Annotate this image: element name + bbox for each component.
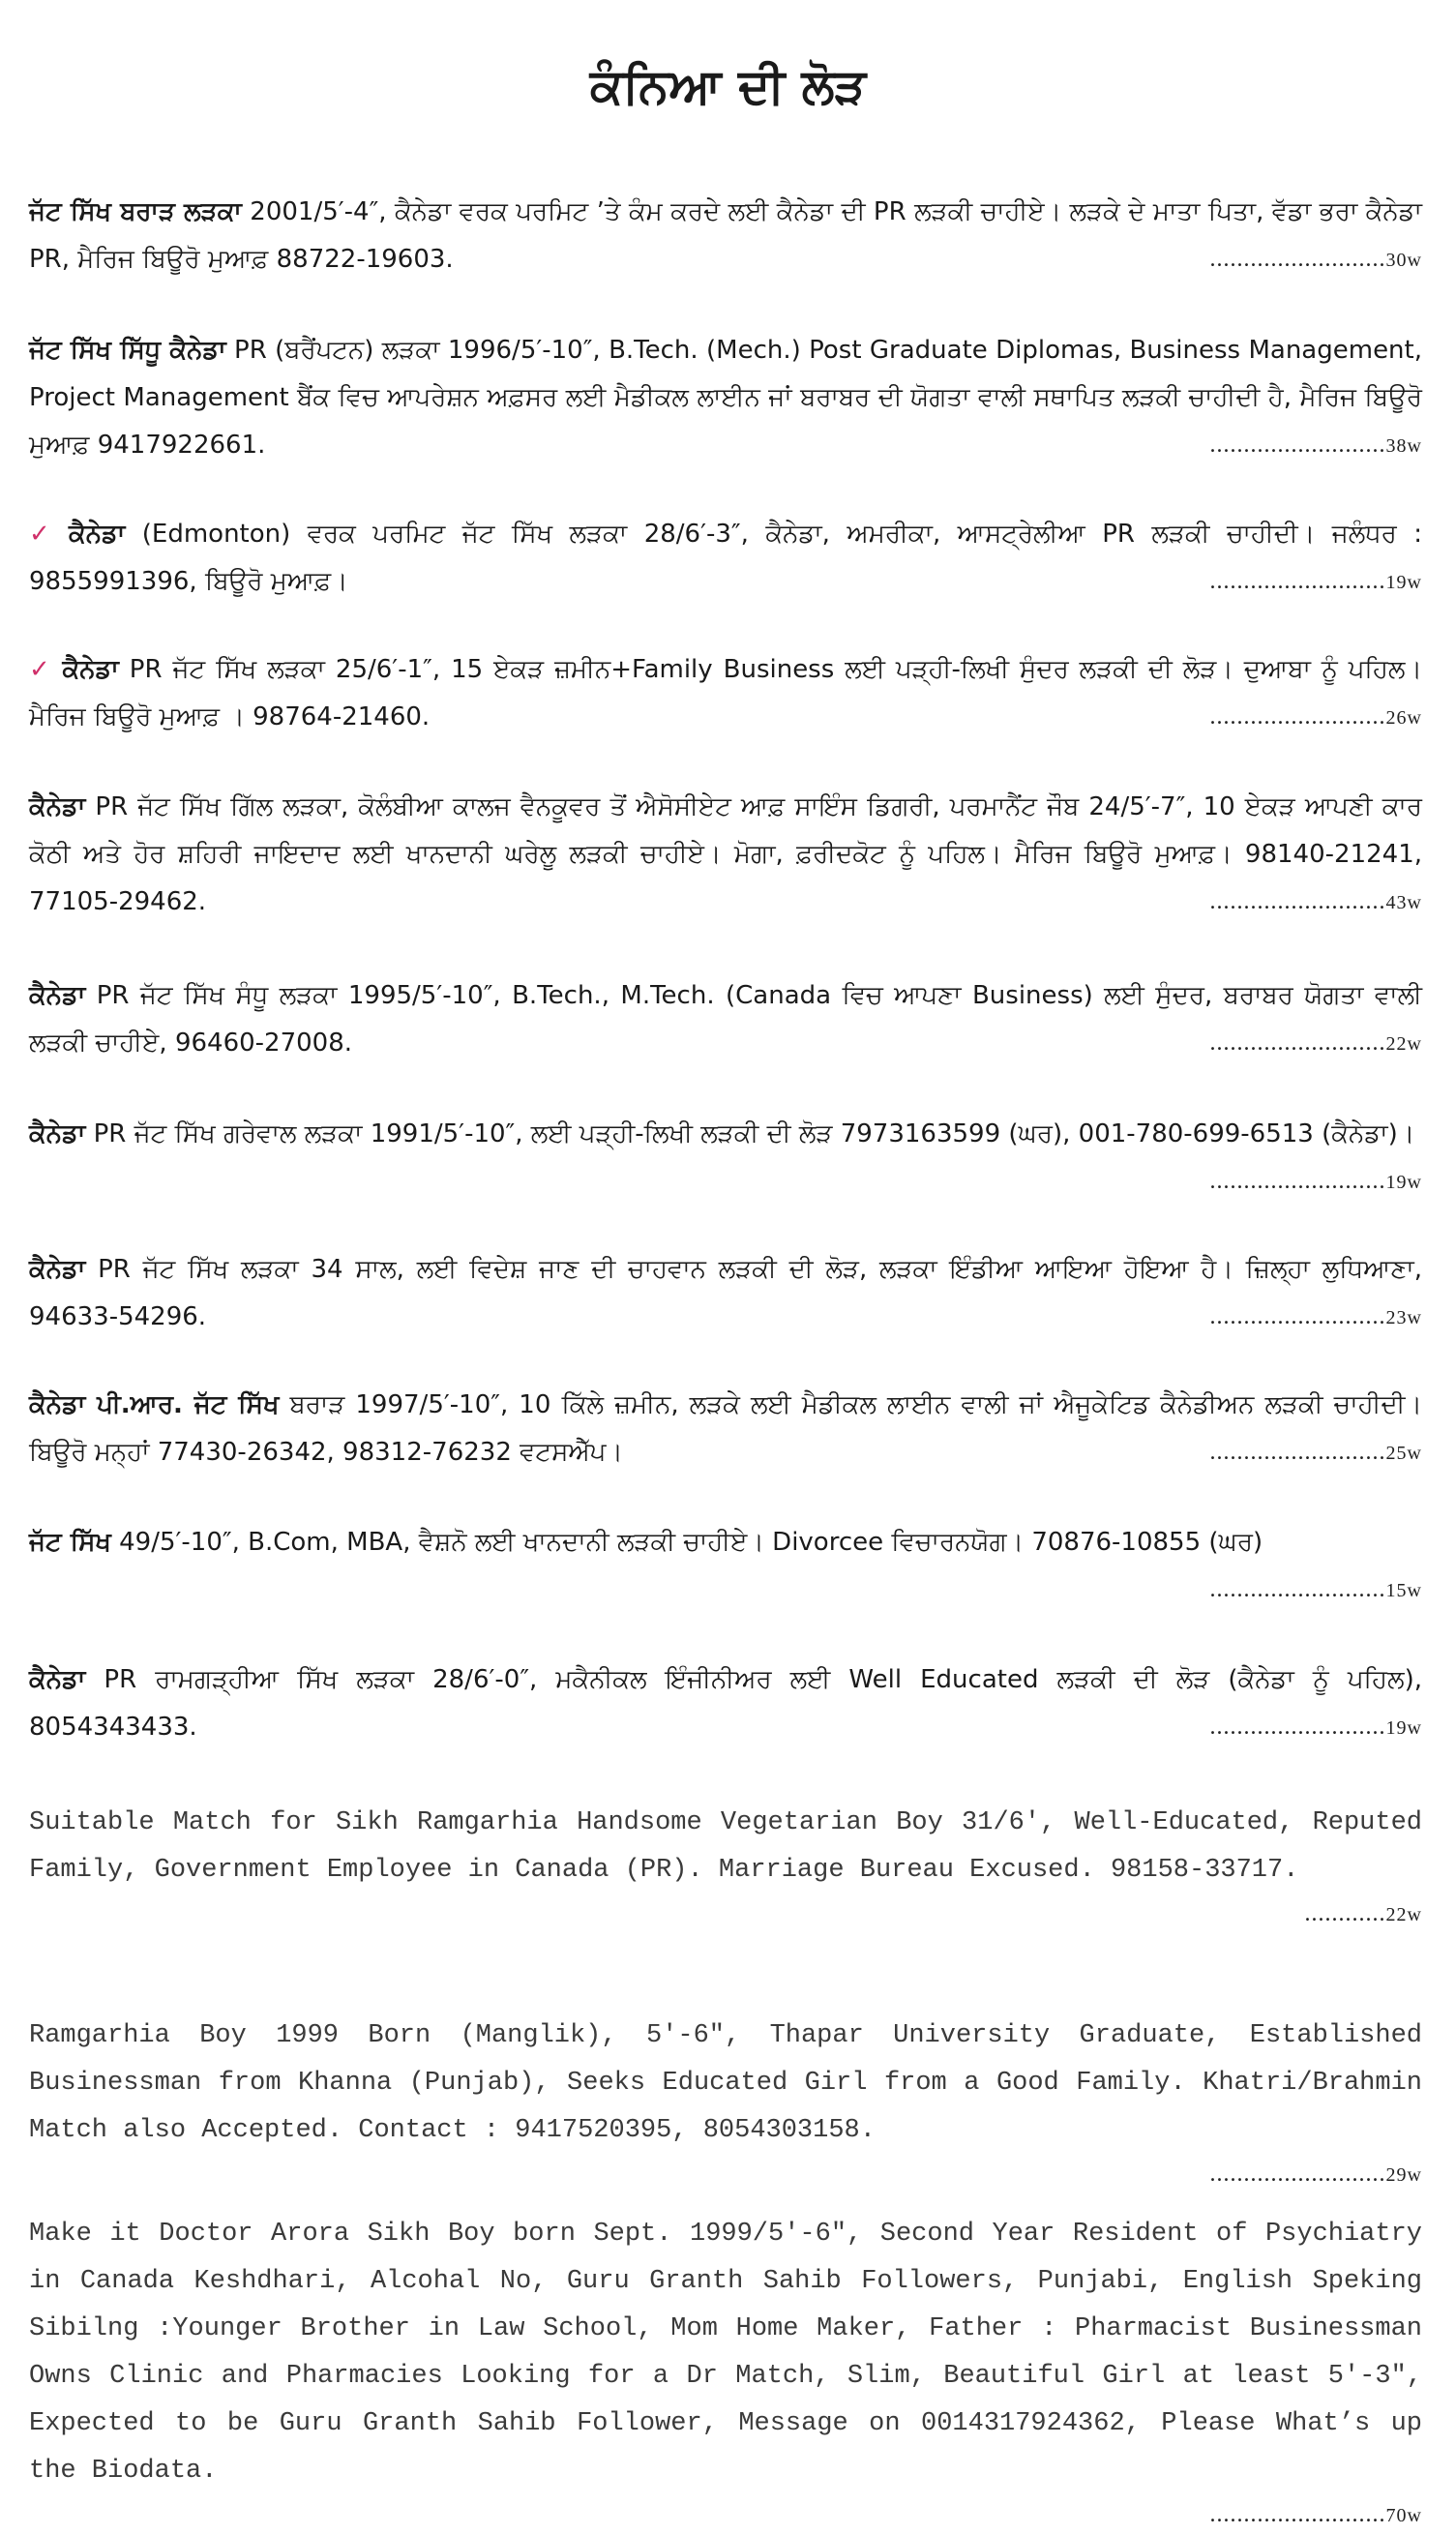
ad-text (29, 1382, 1422, 1476)
ad-listing (29, 1656, 1422, 1752)
ad-body: 49/5′-10″, B.Com, MBA, ਵੈਸ਼ਨੋ ਲਈ ਖਾਨਦਾਨੀ ਲੜਕੀ ਚਾਹੀਏ। Divorcee ਵਿਚਾਰਨਯੋਗ। 70876-10855 (ਘਰ) (110, 1528, 1263, 1557)
ad-dots: .......................... (1209, 432, 1386, 458)
ad-text (29, 784, 1422, 926)
ad-listing (29, 2013, 1422, 2194)
ad-code-value: 70w (1385, 2505, 1422, 2526)
ad-dots: .......................... (1209, 1030, 1386, 1056)
ad-code (1210, 1429, 1422, 1477)
ad-body: ਬਰਾੜ 1997/5′-10″, 10 ਕਿੱਲੇ ਜ਼ਮੀਨ, ਲੜਕੇ ਲਈ ਮੈਡੀਕਲ ਲਾਈਨ ਵਾਲੀ ਜਾਂ ਐਜੂਕੇਟਿਡ ਕੈਨੇਡੀਅਨ ਲੜਕੀ ਚਾਹੀਦੀ। ਬਿਊਰੋ ਮਨ੍ਹਾਂ 77430-26342, 98312-76232 ਵਟਸਐੱਪ। (29, 1390, 1422, 1467)
ad-lead: ਕੈਨੇਡਾ (29, 1665, 86, 1694)
ad-text (29, 2211, 1422, 2495)
ad-code (1210, 1704, 1422, 1752)
ad-lead: ਕੈਨੇਡਾ (29, 1255, 86, 1284)
ad-listing (29, 1111, 1422, 1207)
ad-dots: .......................... (1209, 1169, 1386, 1194)
ad-listing (29, 1246, 1422, 1342)
ad-code-line (29, 1894, 1422, 1934)
ad-dots: ............ (1304, 1901, 1386, 1926)
ad-text (29, 1656, 1422, 1751)
ad-text (29, 511, 1422, 606)
ad-dots: .......................... (1209, 2502, 1386, 2527)
ad-code-line (29, 2155, 1422, 2194)
ad-text (29, 2013, 1422, 2155)
ad-code-line (29, 2495, 1422, 2535)
ad-code-value: 38w (1385, 435, 1422, 457)
ad-code-value: 43w (1385, 892, 1422, 913)
ad-lead: ਜੱਟ ਸਿੱਖ (29, 1528, 111, 1557)
ad-listing (29, 511, 1422, 607)
ad-body: Ramgarhia Boy 1999 Born (Manglik), 5′-6", Thapar University Graduate, Established Businessman from Khanna (Punjab), Seeks Educated Girl from a Good Family. Khatri/Brahmin Match also Accepted. Contact : 9417520395, 8054303158. (29, 2021, 1422, 2145)
ad-body: PR (ਬਰੈਂਪਟਨ) ਲੜਕਾ 1996/5′-10″, B.Tech. (Mech.) Post Graduate Diplomas, Business Management, Project Management ਬੈਂਕ ਵਿਚ ਆਪਰੇਸ਼ਨ ਅਫ਼ਸਰ ਲਈ ਮੈਡੀਕਲ ਲਾਈਨ ਜਾਂ ਬਰਾਬਰ ਦੀ ਯੋਗਤਾ ਵਾਲੀ ਸਥਾਪਿਤ ਲੜਕੀ ਚਾਹੀਦੀ ਹੈ, ਮੈਰਿਜ ਬਿਊਰੋ ਮੁਆਫ਼ 9417922661. (29, 336, 1422, 460)
ad-lead: ਕੈਨੇਡਾ (68, 520, 126, 549)
ad-body: PR ਰਾਮਗੜ੍ਹੀਆ ਸਿੱਖ ਲੜਕਾ 28/6′-0″, ਮਕੈਨੀਕਲ ਇੰਜੀਨੀਅਰ ਲਈ Well Educated ਲੜਕੀ ਦੀ ਲੋੜ (ਕੈਨੇਡਾ ਨੂੰ ਪਹਿਲ), 8054343433. (29, 1665, 1422, 1742)
ad-code (1305, 1901, 1422, 1926)
ad-text (29, 189, 1422, 283)
ad-code (1210, 694, 1422, 742)
ad-listing (29, 2211, 1422, 2535)
ad-listing (29, 1519, 1422, 1615)
ad-code-value: 30w (1385, 250, 1422, 271)
ad-listing (29, 327, 1422, 470)
ad-code (1210, 422, 1422, 470)
ad-dots: .......................... (1209, 1304, 1386, 1329)
ad-code-value: 22w (1385, 1904, 1422, 1925)
ad-text (29, 1246, 1422, 1341)
ad-listing (29, 972, 1422, 1068)
ad-body: (Edmonton) ਵਰਕ ਪਰਮਿਟ ਜੱਟ ਸਿੱਖ ਲੜਕਾ 28/6′-3″, ਕੈਨੇਡਾ, ਅਮਰੀਕਾ, ਆਸਟ੍ਰੇਲੀਆ PR ਲੜਕੀ ਚਾਹੀਦੀ। ਜਲੰਧਰ : 9855991396, ਬਿਊਰੋ ਮੁਆਫ਼। (29, 520, 1422, 596)
ad-listing (29, 1382, 1422, 1477)
ad-dots: .......................... (1209, 2162, 1386, 2187)
ad-dots: .......................... (1209, 1440, 1386, 1465)
ad-body: Suitable Match for Sikh Ramgarhia Handsome Vegetarian Boy 31/6′, Well-Educated, Reputed Family, Government Employee in Canada (PR). Marriage Bureau Excused. 98158-33717. (29, 1808, 1422, 1885)
ad-body: PR ਜੱਟ ਸਿੱਖ ਗਰੇਵਾਲ ਲੜਕਾ 1991/5′-10″, ਲਈ ਪੜ੍ਹੀ-ਲਿਖੀ ਲੜਕੀ ਦੀ ਲੋੜ 7973163599 (ਘਰ), 001-780-699-6513 (ਕੈਨੇਡਾ)। (85, 1119, 1415, 1148)
ad-code-value: 22w (1385, 1033, 1422, 1055)
ad-text (29, 646, 1422, 741)
ad-body: PR ਜੱਟ ਸਿੱਖ ਗਿੱਲ ਲੜਕਾ, ਕੋਲੰਬੀਆ ਕਾਲਜ ਵੈਨਕੂਵਰ ਤੋਂ ਐਸੋਸੀਏਟ ਆਫ਼ ਸਾਇੰਸ ਡਿਗਰੀ, ਪਰਮਾਨੈਂਟ ਜੌਬ 24/5′-7″, 10 ਏਕੜ ਆਪਣੀ ਕਾਰ ਕੋਠੀ ਅਤੇ ਹੋਰ ਸ਼ਹਿਰੀ ਜਾਇਦਾਦ ਲਈ ਖਾਨਦਾਨੀ ਘਰੇਲੂ ਲੜਕੀ ਚਾਹੀਏ। ਮੋਗਾ, ਫ਼ਰੀਦਕੋਟ ਨੂੰ ਪਹਿਲ। ਮੈਰਿਜ ਬਿਊਰੋ ਮੁਆਫ਼। 98140-21241, 77105-29462. (29, 792, 1422, 916)
ad-dots: .......................... (1209, 569, 1386, 594)
ad-body: PR ਜੱਟ ਸਿੱਖ ਸੰਧੂ ਲੜਕਾ 1995/5′-10″, B.Tech., M.Tech. (Canada ਵਿਚ ਆਪਣਾ Business) ਲਈ ਸੁੰਦਰ, ਬਰਾਬਰ ਯੋਗਤਾ ਵਾਲੀ ਲੜਕੀ ਚਾਹੀਏ, 96460-27008. (29, 981, 1422, 1058)
ad-dots: .......................... (1209, 1577, 1386, 1602)
ad-code-value: 19w (1385, 1172, 1422, 1193)
ad-code-value: 15w (1385, 1580, 1422, 1601)
ad-text (29, 972, 1422, 1067)
check-icon: ✓ (29, 655, 53, 684)
check-icon: ✓ (29, 520, 59, 549)
ad-dots: .......................... (1209, 247, 1386, 272)
ad-body: Make it Doctor Arora Sikh Boy born Sept. 1999/5′-6", Second Year Resident of Psychiatry in Canada Keshdhari, Alcohal No, Guru Granth Sahib Followers, Punjabi, English Speking Sibilng :Younger Brother in Law School, Mom Home Maker, Father : Pharmacist Businessman Owns Clinic and Pharmacies Looking for a Dr Match, Slim, Beautiful Girl at least 5′-3", Expected to be Guru Granth Sahib Follower, Message on 0014317924362, Please What’s up the Biodata. (29, 2220, 1422, 2486)
ad-body: 2001/5′-4″, ਕੈਨੇਡਾ ਵਰਕ ਪਰਮਿਟ ’ਤੇ ਕੰਮ ਕਰਦੇ ਲਈ ਕੈਨੇਡਾ ਦੀ PR ਲੜਕੀ ਚਾਹੀਏ। ਲੜਕੇ ਦੇ ਮਾਤਾ ਪਿਤਾ, ਵੱਡਾ ਭਰਾ ਕੈਨੇਡਾ PR, ਮੈਰਿਜ ਬਿਊਰੋ ਮੁਆਫ਼ 88722-19603. (29, 197, 1422, 274)
ad-body: PR ਜੱਟ ਸਿੱਖ ਲੜਕਾ 25/6′-1″, 15 ਏਕੜ ਜ਼ਮੀਨ+Family Business ਲਈ ਪੜ੍ਹੀ-ਲਿਖੀ ਸੁੰਦਰ ਲੜਕੀ ਦੀ ਲੋੜ। ਦੁਆਬਾ ਨੂੰ ਪਹਿਲ। ਮੈਰਿਜ ਬਿਊਰੋ ਮੁਆਫ਼ । 98764-21460. (29, 655, 1422, 731)
ad-code (1210, 1294, 1422, 1342)
ad-lead: ਕੈਨੇਡਾ (29, 981, 86, 1010)
ad-dots: .......................... (1209, 1715, 1386, 1740)
ad-dots: .......................... (1209, 704, 1386, 730)
ad-text (29, 327, 1422, 469)
ad-listing (29, 1800, 1422, 1934)
ad-text (29, 1519, 1422, 1602)
ad-code-value: 23w (1385, 1307, 1422, 1328)
page-title: ਕੰਨਿਆ ਦੀ ਲੋੜ (589, 58, 867, 114)
ad-code-value: 19w (1385, 572, 1422, 593)
ad-text (29, 1111, 1422, 1194)
ad-dots: .......................... (1209, 889, 1386, 914)
ad-code (1210, 1020, 1422, 1068)
ad-code (1210, 236, 1422, 284)
ad-code-value: 19w (1385, 1717, 1422, 1739)
ad-code-value: 29w (1385, 2164, 1422, 2186)
ad-lead: ਜੱਟ ਸਿੱਖ ਸਿੱਧੂ ਕੈਨੇਡਾ (29, 336, 226, 365)
ad-lead: ਕੈਨੇਡਾ ਪੀ.ਆਰ. ਜੱਟ ਸਿੱਖ (29, 1390, 280, 1419)
ad-code (1210, 1566, 1422, 1615)
ad-lead: ਜੱਟ ਸਿੱਖ ਬਰਾੜ ਲੜਕਾ (29, 197, 242, 226)
ad-code-value: 26w (1385, 707, 1422, 729)
ad-code-value: 25w (1385, 1443, 1422, 1464)
ad-code (1210, 558, 1422, 607)
ad-body: PR ਜੱਟ ਸਿੱਖ ਲੜਕਾ 34 ਸਾਲ, ਲਈ ਵਿਦੇਸ਼ ਜਾਣ ਦੀ ਚਾਹਵਾਨ ਲੜਕੀ ਦੀ ਲੋੜ, ਲੜਕਾ ਇੰਡੀਆ ਆਇਆ ਹੋਇਆ ਹੈ। ਜ਼ਿਲ੍ਹਾ ਲੁਧਿਆਣਾ, 94633-54296. (29, 1255, 1422, 1331)
ad-listing (29, 189, 1422, 284)
ad-listing (29, 646, 1422, 742)
ad-listing (29, 784, 1422, 927)
ad-lead: ਕੈਨੇਡਾ (62, 655, 119, 684)
ad-code (1210, 1158, 1422, 1207)
ad-lead: ਕੈਨੇਡਾ (29, 792, 86, 821)
ad-code (1210, 2162, 1422, 2187)
ad-code (1210, 2502, 1422, 2527)
ad-code (1210, 879, 1422, 927)
ad-lead: ਕੈਨੇਡਾ (29, 1119, 86, 1148)
ad-text (29, 1800, 1422, 1894)
